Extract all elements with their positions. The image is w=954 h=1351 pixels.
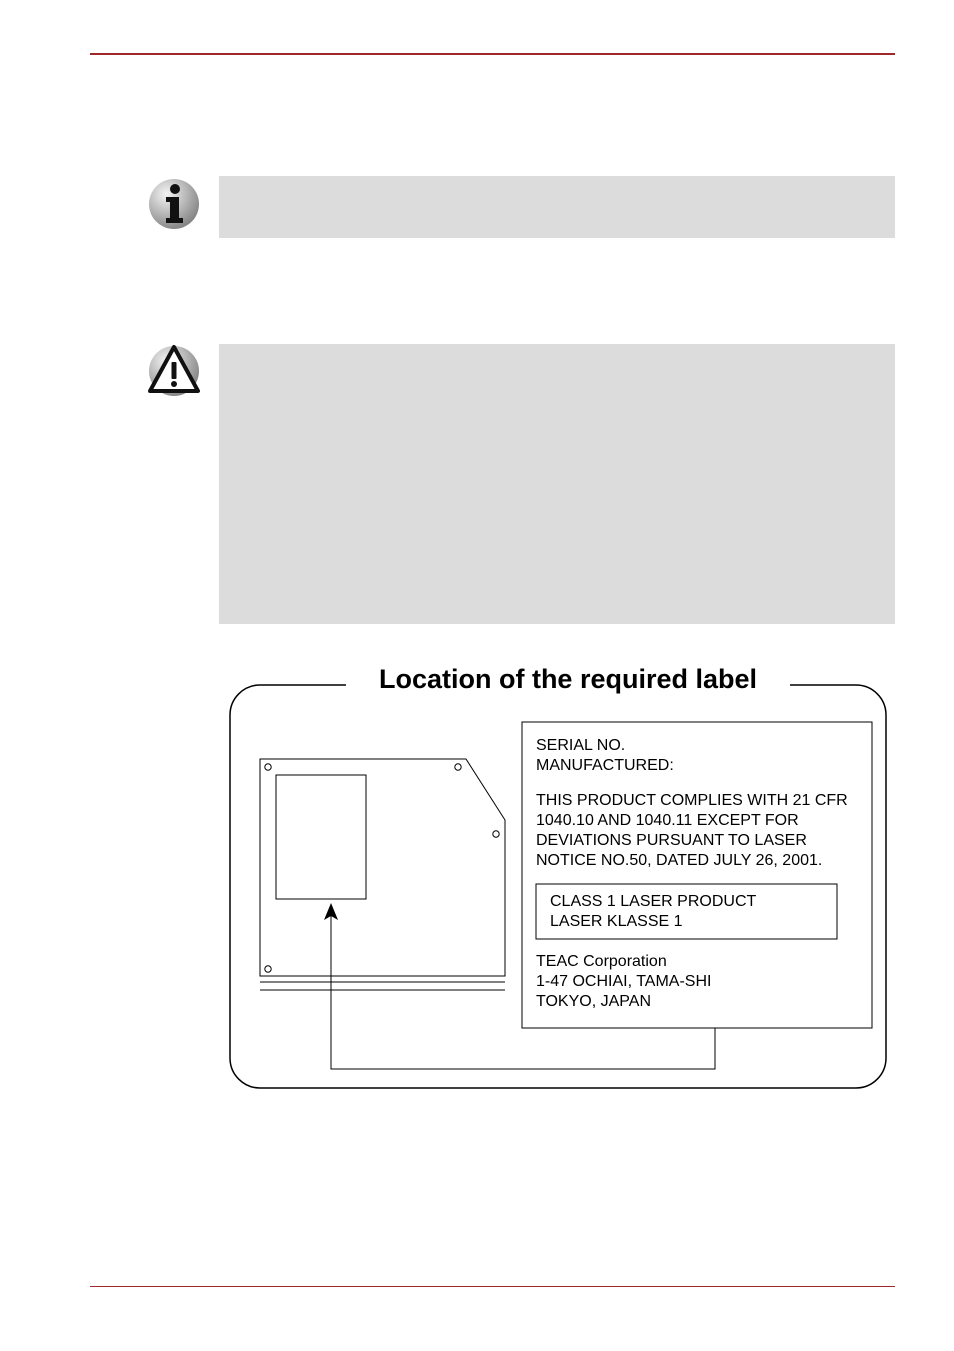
label-manufactured: MANUFACTURED:	[536, 757, 674, 774]
label-compliance-line: THIS PRODUCT COMPLIES WITH 21 CFR	[536, 792, 848, 809]
maker-line: TEAC Corporation	[536, 953, 667, 970]
caution-panel	[219, 344, 895, 624]
note-panel	[219, 176, 895, 238]
maker-line: TOKYO, JAPAN	[536, 993, 651, 1010]
label-compliance-line: 1040.10 AND 1040.11 EXCEPT FOR	[536, 812, 799, 829]
laser-class-line: LASER KLASSE 1	[550, 913, 683, 930]
caution-icon	[146, 343, 202, 399]
label-area	[276, 775, 366, 899]
header-rule	[90, 53, 895, 55]
figure-title: Location of the required label	[346, 660, 790, 698]
info-icon	[146, 176, 202, 232]
label-compliance-line: DEVIATIONS PURSUANT TO LASER	[536, 832, 807, 849]
footer-rule	[90, 1286, 895, 1287]
maker-line: 1-47 OCHIAI, TAMA-SHI	[536, 973, 712, 990]
optical-drive-drawing	[260, 759, 505, 990]
label-location-figure	[228, 660, 890, 1092]
label-serial: SERIAL NO.	[536, 737, 626, 754]
laser-class-line: CLASS 1 LASER PRODUCT	[550, 893, 757, 910]
label-compliance-line: NOTICE NO.50, DATED JULY 26, 2001.	[536, 852, 823, 869]
